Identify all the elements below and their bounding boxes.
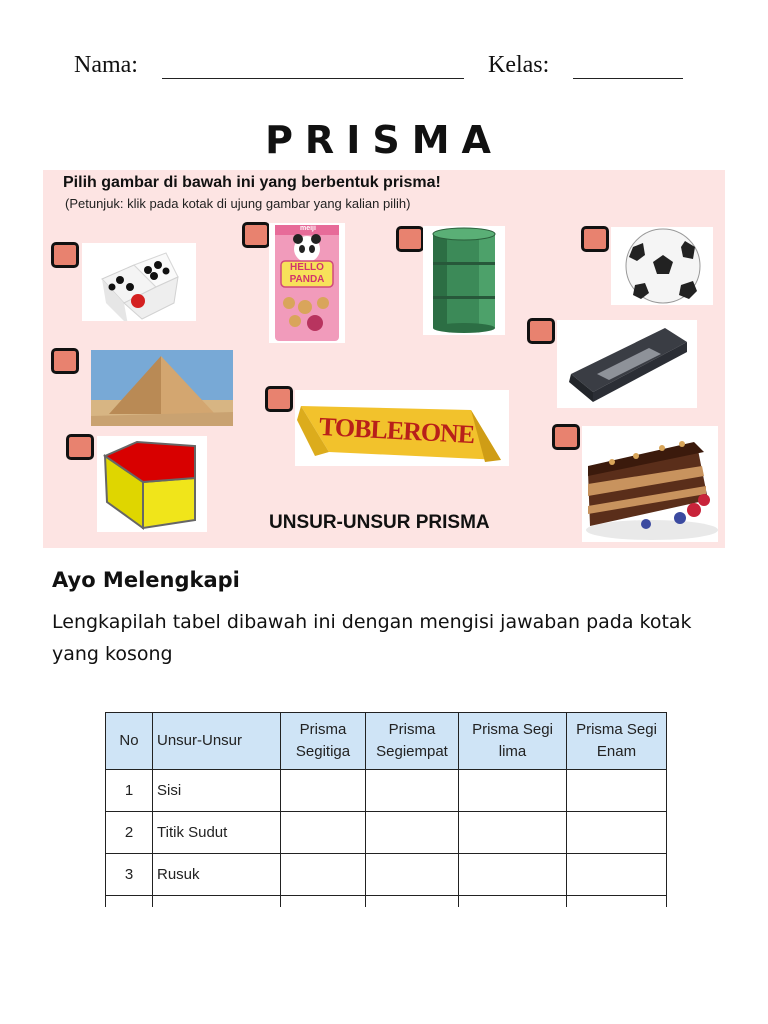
name-blank-line[interactable] bbox=[162, 78, 464, 79]
answer-cell[interactable] bbox=[366, 854, 459, 896]
pentagonal-prism-icon bbox=[97, 436, 207, 532]
answer-cell[interactable] bbox=[567, 812, 667, 854]
table-row bbox=[106, 770, 667, 812]
checkbox-soccer-ball[interactable] bbox=[581, 226, 609, 252]
toblerone-image[interactable] bbox=[295, 390, 509, 466]
header-col1-line2: Segitiga bbox=[295, 743, 351, 760]
row-number: 3 bbox=[106, 854, 153, 896]
snack-name-line2: PANDA bbox=[289, 274, 325, 285]
answer-cell[interactable] bbox=[567, 770, 667, 812]
stapler-icon bbox=[557, 320, 697, 408]
snack-name-line1: HELLO bbox=[290, 262, 324, 273]
soccer-ball-image[interactable] bbox=[611, 227, 713, 305]
partial-cell bbox=[366, 896, 459, 907]
header-prisma-segi-enam bbox=[567, 713, 667, 770]
barrel-icon bbox=[423, 226, 505, 335]
snack-brand-text: meiji bbox=[300, 225, 316, 232]
header-prisma-segiempat bbox=[366, 713, 459, 770]
header-col1-line1: Prisma bbox=[299, 721, 347, 738]
partial-cell bbox=[106, 896, 153, 907]
answer-cell[interactable] bbox=[281, 770, 366, 812]
pyramid-image[interactable] bbox=[91, 350, 233, 426]
class-label: Kelas: bbox=[488, 52, 550, 78]
soccer-ball-icon bbox=[611, 227, 713, 305]
table-row bbox=[106, 812, 667, 854]
partial-cell bbox=[567, 896, 667, 907]
answer-cell[interactable] bbox=[281, 854, 366, 896]
section-description: Lengkapilah tabel dibawah ini dengan mengisi jawaban pada kotak yang kosong bbox=[52, 611, 692, 665]
header-unsur: Unsur-Unsur bbox=[153, 713, 281, 770]
page-title: PRISMA bbox=[265, 118, 503, 162]
partial-cell bbox=[459, 896, 567, 907]
checkbox-pentagonal-prism[interactable] bbox=[66, 434, 94, 460]
table-row-partial bbox=[106, 896, 667, 907]
header-no: No bbox=[106, 713, 153, 770]
cake-slice-image[interactable] bbox=[582, 426, 718, 542]
dice-icon bbox=[82, 243, 196, 321]
toblerone-text: TOBLERONE bbox=[318, 411, 475, 450]
header-col4-line1: Prisma Segi bbox=[576, 721, 657, 738]
pyramid-icon bbox=[91, 350, 233, 426]
header-prisma-segi-lima bbox=[459, 713, 567, 770]
section-heading: Ayo Melengkapi bbox=[52, 568, 240, 592]
green-barrel-image[interactable] bbox=[423, 226, 505, 335]
answer-cell[interactable] bbox=[366, 812, 459, 854]
activity-instruction: Pilih gambar di bawah ini yang berbentuk prisma! bbox=[63, 174, 441, 191]
prism-elements-table bbox=[105, 712, 667, 907]
checkbox-stapler[interactable] bbox=[527, 318, 555, 344]
checkbox-pyramid[interactable] bbox=[51, 348, 79, 374]
header-col2-line2: Segiempat bbox=[376, 743, 448, 760]
answer-cell[interactable] bbox=[459, 770, 567, 812]
answer-cell[interactable] bbox=[567, 854, 667, 896]
cake-icon bbox=[582, 426, 718, 542]
answer-cell[interactable] bbox=[366, 770, 459, 812]
hello-panda-box-image[interactable] bbox=[269, 223, 345, 343]
header-col3-line1: Prisma Segi bbox=[472, 721, 553, 738]
partial-cell bbox=[153, 896, 281, 907]
header-col4-line2: Enam bbox=[596, 743, 637, 760]
row-number: 2 bbox=[106, 812, 153, 854]
header-col3-line2: lima bbox=[498, 743, 527, 760]
table-row bbox=[106, 854, 667, 896]
header-prisma-segitiga bbox=[281, 713, 366, 770]
row-element: Rusuk bbox=[153, 854, 281, 896]
checkbox-hello-panda[interactable] bbox=[242, 222, 270, 248]
pentagonal-prism-image[interactable] bbox=[97, 436, 207, 532]
activity-panel bbox=[43, 170, 725, 548]
class-blank-line[interactable] bbox=[573, 78, 683, 79]
row-element: Sisi bbox=[153, 770, 281, 812]
answer-cell[interactable] bbox=[459, 854, 567, 896]
answer-cell[interactable] bbox=[459, 812, 567, 854]
row-element: Titik Sudut bbox=[153, 812, 281, 854]
table-header-row bbox=[106, 713, 667, 770]
answer-cell[interactable] bbox=[281, 812, 366, 854]
dice-image[interactable] bbox=[82, 243, 196, 321]
checkbox-barrel[interactable] bbox=[396, 226, 424, 252]
name-label: Nama: bbox=[74, 52, 138, 78]
activity-hint: (Petunjuk: klik pada kotak di ujung gambar yang kalian pilih) bbox=[65, 196, 411, 211]
partial-cell bbox=[281, 896, 366, 907]
elements-heading: UNSUR-UNSUR PRISMA bbox=[269, 512, 490, 533]
checkbox-toblerone[interactable] bbox=[265, 386, 293, 412]
checkbox-dice[interactable] bbox=[51, 242, 79, 268]
header-col2-line1: Prisma bbox=[388, 721, 436, 738]
checkbox-cake[interactable] bbox=[552, 424, 580, 450]
row-number: 1 bbox=[106, 770, 153, 812]
stapler-image[interactable] bbox=[557, 320, 697, 408]
